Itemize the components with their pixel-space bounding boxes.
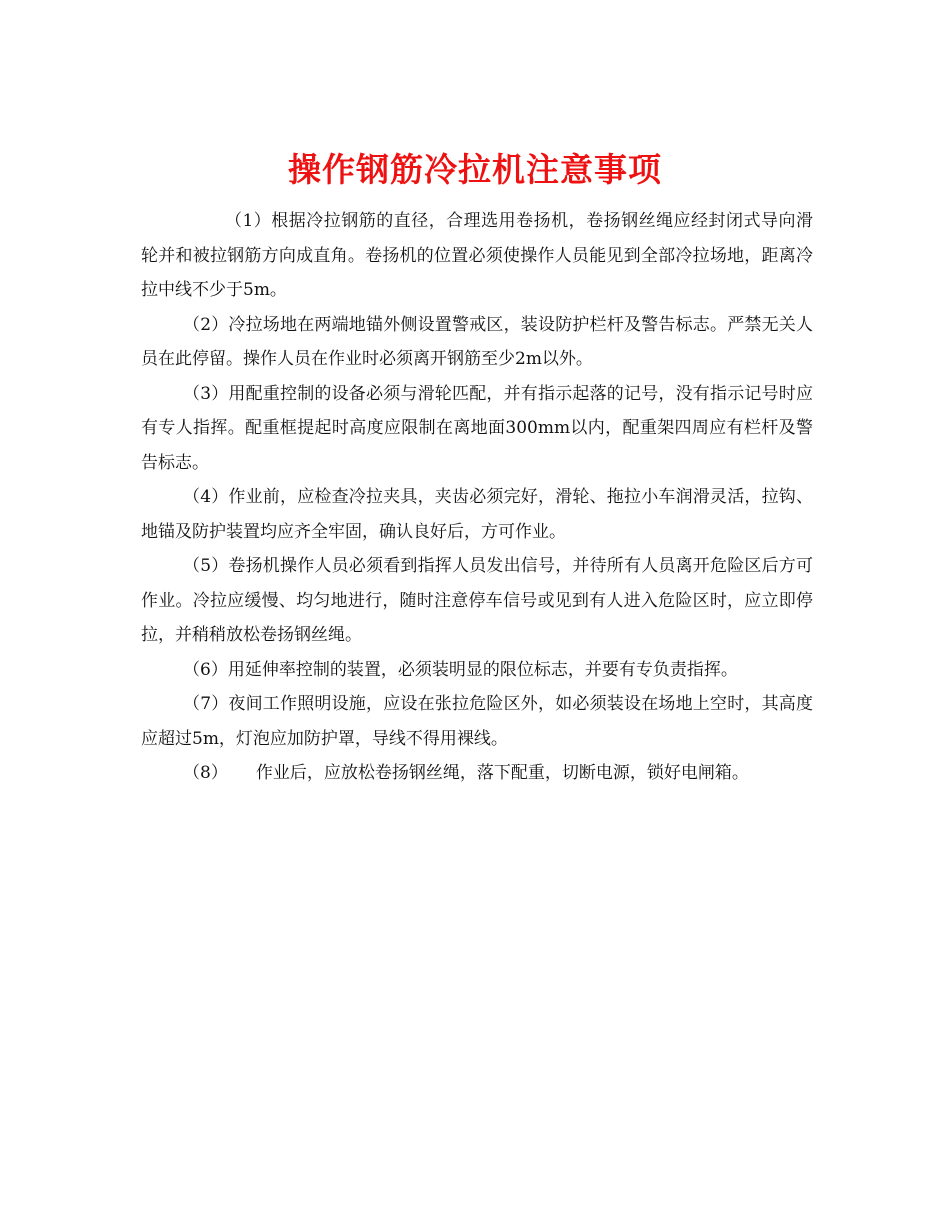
- paragraph-8-number: （8）: [183, 763, 228, 783]
- paragraph-8: [141, 756, 813, 791]
- paragraph-2: （2）冷拉场地在两端地锚外侧设置警戒区，装设防护栏杆及警告标志。严禁无关人员在此停留。操作人员在作业时必须离开钢筋至少2m以外。: [141, 314, 813, 369]
- paragraph-5: （5）卷扬机操作人员必须看到指挥人员发出信号，并待所有人员离开危险区后方可作业。冷拉应缓慢、均匀地进行，随时注意停车信号或见到有人进入危险区时，应立即停拉，并稍稍放松卷扬钢丝绳。: [141, 556, 813, 645]
- paragraph-6: （6）用延伸率控制的装置，必须装明显的限位标志，并要有专负责指挥。: [183, 659, 738, 680]
- document-title: 操作钢筋冷拉机注意事项: [288, 150, 662, 190]
- document-body: [141, 204, 813, 791]
- paragraph-3: （3）用配重控制的设备必须与滑轮匹配，并有指示起落的记号，没有指示记号时应有专人指挥。配重框提起时高度应限制在离地面300mm以内，配重架四周应有栏杆及警告标志。: [141, 383, 813, 473]
- paragraph-7: （7）夜间工作照明设施，应设在张拉危险区外，如必须装设在场地上空时，其高度应超过5m，灯泡应加防护罩，导线不得用裸线。: [141, 694, 813, 749]
- paragraph-8-text: 作业后，应放松卷扬钢丝绳，落下配重，切断电源，锁好电闸箱。: [255, 763, 749, 783]
- paragraph-4: （4）作业前，应检查冷拉夹具，夹齿必须完好，滑轮、拖拉小车润滑灵活，拉钩、地锚及防护装置均应齐全牢固，确认良好后，方可作业。: [141, 487, 813, 542]
- paragraph-1: （1）根据冷拉钢筋的直径，合理选用卷扬机，卷扬钢丝绳应经封闭式导向滑轮并和被拉钢筋方向成直角。卷扬机的位置必须使操作人员能见到全部冷拉场地，距离冷拉中线不少于5m。: [141, 211, 813, 300]
